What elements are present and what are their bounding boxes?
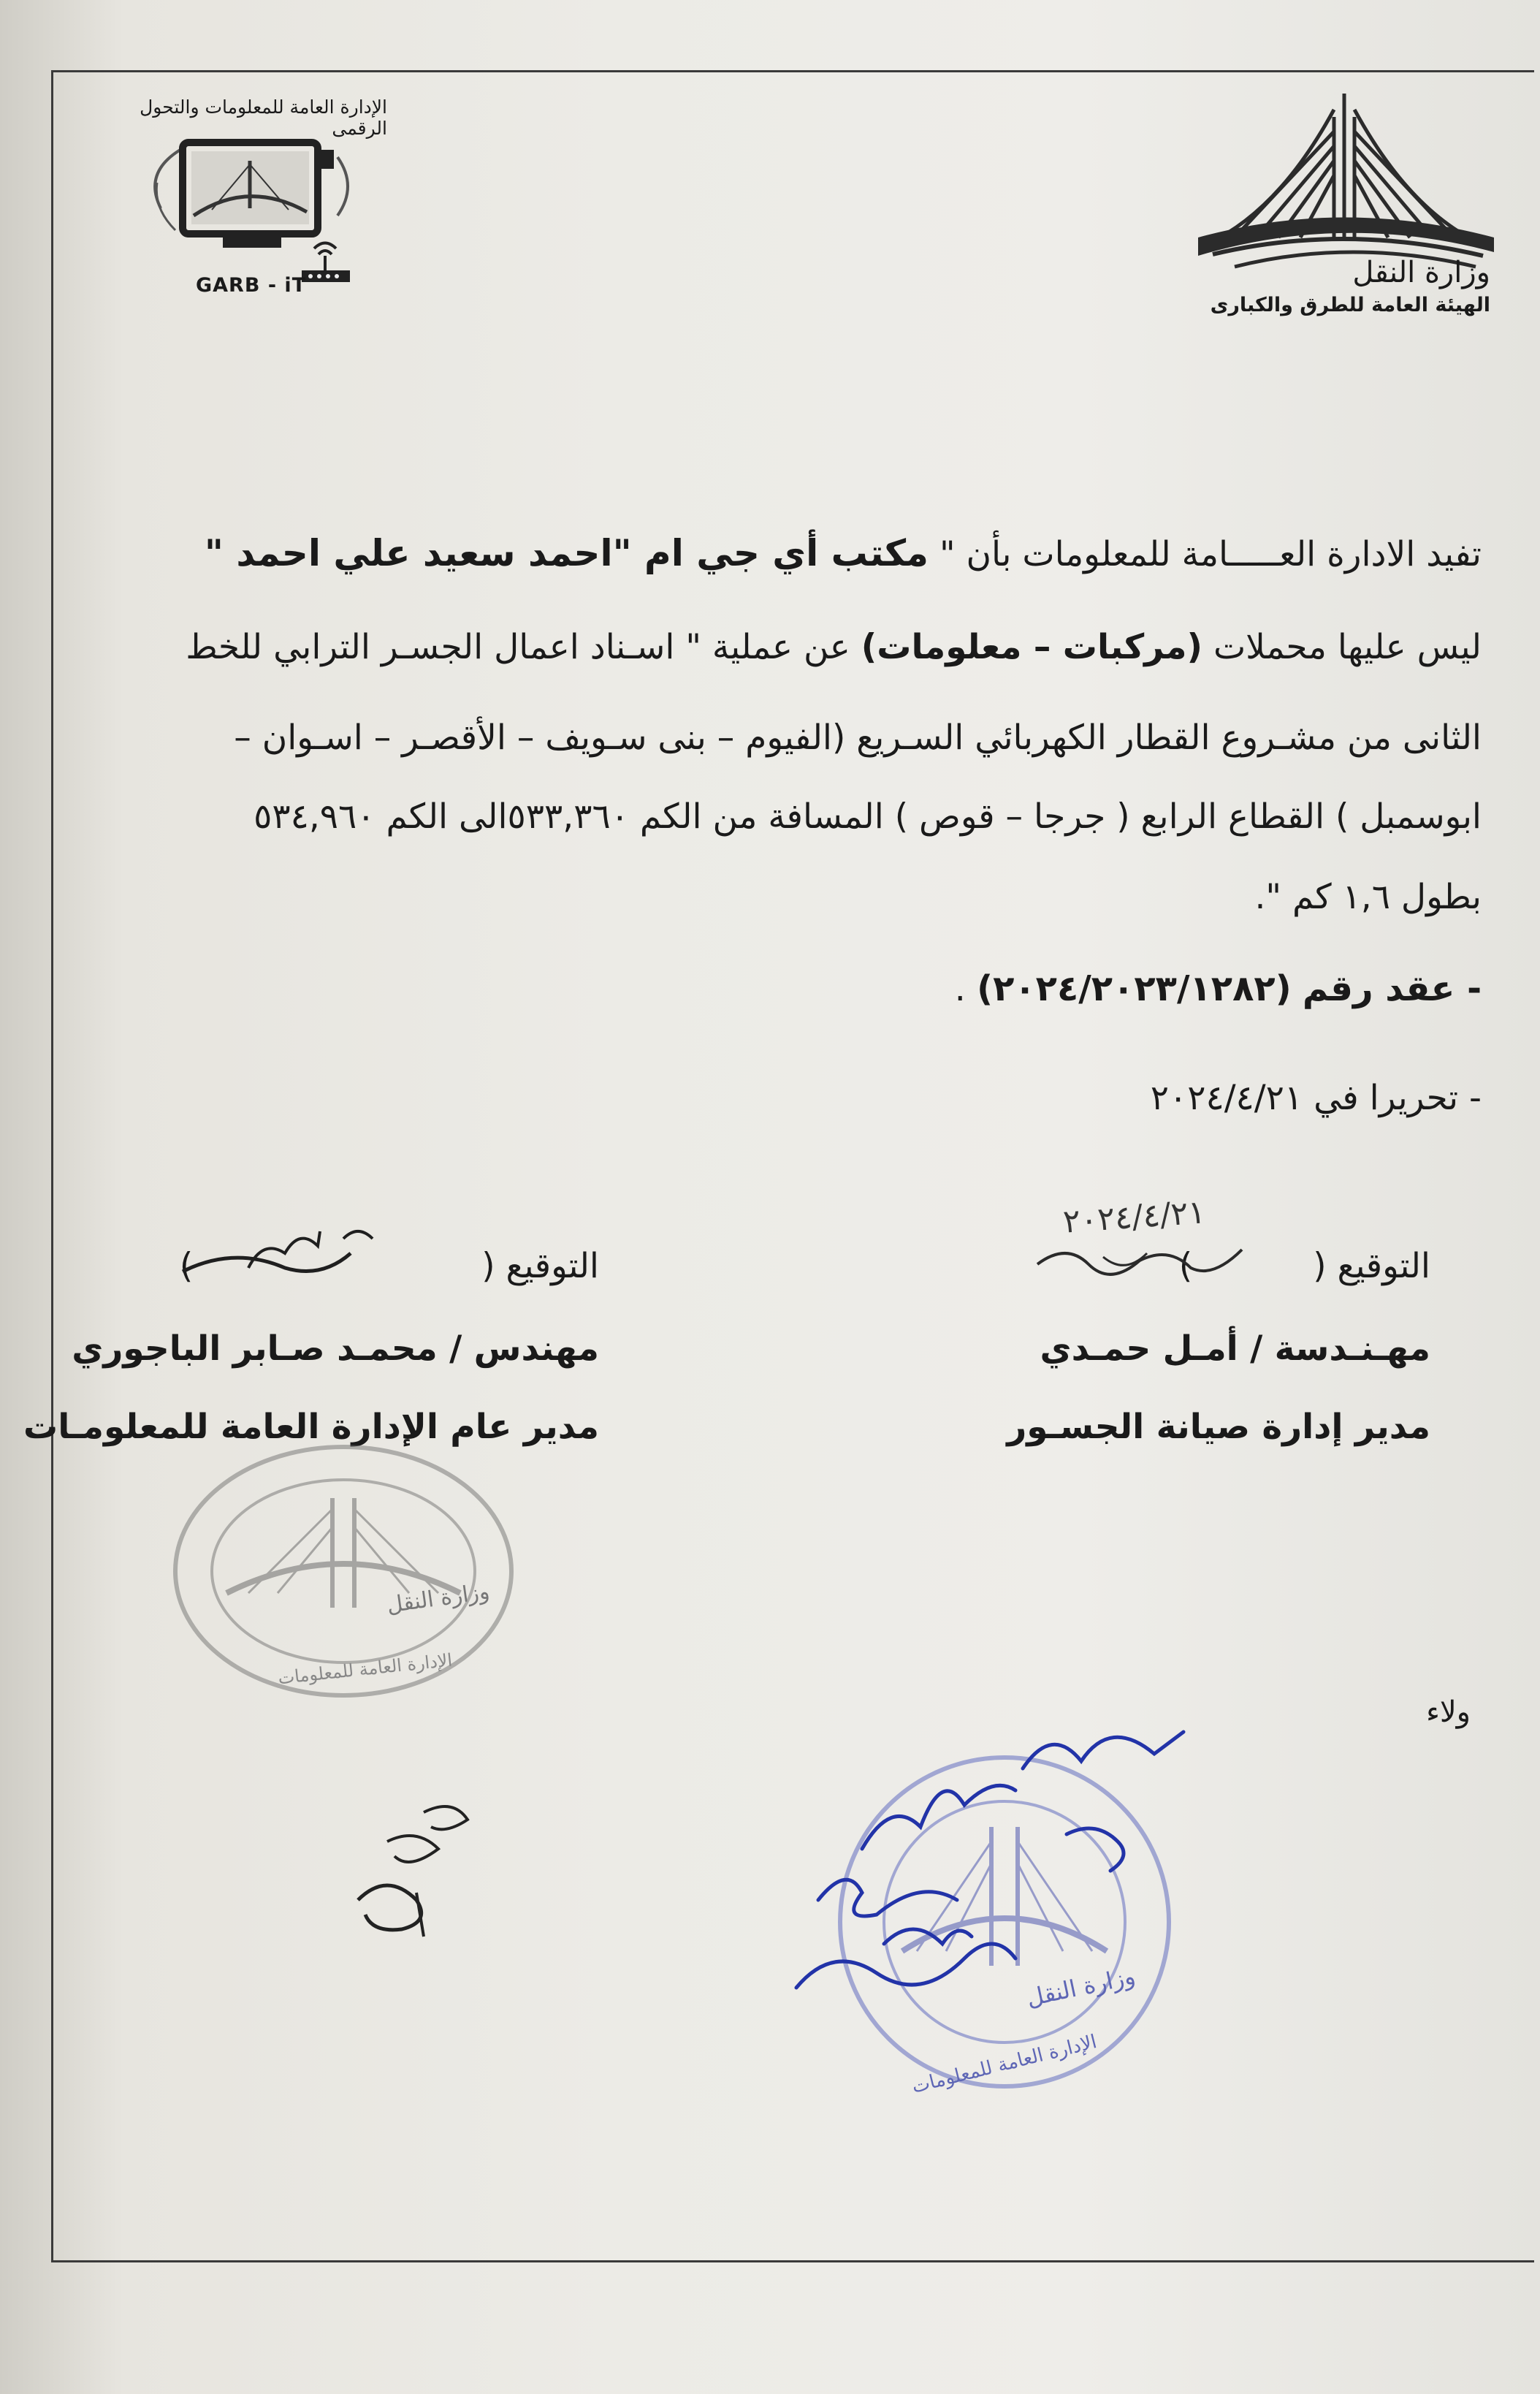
garb-it-brand: GARB - iT bbox=[196, 274, 307, 297]
left-signature bbox=[175, 1209, 394, 1297]
body-line-2-suffix: عن عملية " اسـناد اعمال الجسـر الترابي للخط bbox=[186, 627, 850, 667]
liabilities-type: (مركبات – معلومات) bbox=[861, 627, 1202, 667]
body-line-2-prefix: ليس عليها محملات bbox=[1213, 627, 1482, 667]
it-department-caption: الإدارة العامة للمعلومات والتحول الرقمى bbox=[140, 96, 387, 139]
right-signatory-title: مدير إدارة صيانة الجسـور bbox=[1007, 1407, 1430, 1447]
walaa-note: ولاء bbox=[1426, 1695, 1471, 1729]
right-signatory-name: مهـنـدسة / أمـل حمـدي bbox=[1040, 1329, 1430, 1369]
body-line-4: ابوسمبل ) القطاع الرابع ( جرجا – قوص ) المسافة من الكم ٥٣٣,٣٦٠الى الكم ٥٣٤,٩٦٠ bbox=[254, 797, 1482, 837]
left-signatory-title: مدير عام الإدارة العامة للمعلومـات bbox=[23, 1407, 599, 1447]
handwritten-date: ٢٠٢٤/٤/٢١ bbox=[1061, 1193, 1207, 1241]
contract-line bbox=[955, 968, 1482, 1009]
ministry-logo bbox=[1191, 88, 1498, 329]
official-stamp-gray bbox=[168, 1440, 519, 1703]
body-line-1-prefix: تفيد الادارة العـــــامة للمعلومات بأن " bbox=[939, 534, 1482, 574]
contract-suffix: . bbox=[954, 968, 966, 1009]
company-name: مكتب أي جي ام "احمد سعيد علي احمد " bbox=[204, 532, 929, 574]
contract-number: (٢٠٢٤/٢٠٢٣/١٢٨٢) bbox=[977, 968, 1292, 1009]
body-line-3: الثانى من مشـروع القطار الكهربائي السـريع (الفيوم – بنى سـويف – الأقصـر – اسـوان – bbox=[234, 718, 1482, 758]
bridge-icon bbox=[1191, 88, 1498, 270]
stamp-blue-ministry: وزارة النقل bbox=[1024, 1961, 1138, 2013]
left-signatory-name: مهندس / محمـد صـابر الباجوري bbox=[72, 1329, 599, 1369]
stamp-gray-ministry: وزارة النقل bbox=[384, 1578, 491, 1619]
left-handwritten-note bbox=[343, 1790, 489, 1944]
ministry-name: وزارة النقل bbox=[1352, 256, 1490, 289]
right-signature-close: ) bbox=[1178, 1246, 1193, 1286]
body-line-2 bbox=[186, 627, 1482, 667]
stamp-blue-ring: الإدارة العامة للمعلومات bbox=[910, 2031, 1099, 2098]
left-signature-label: التوقيع ( bbox=[481, 1246, 599, 1286]
left-signature-close: ) bbox=[179, 1246, 194, 1286]
blue-handwritten-signature bbox=[774, 1681, 1213, 2046]
stamp-gray-ring: الإدارة العامة للمعلومات bbox=[277, 1649, 454, 1689]
authority-name: الهيئة العامة للطرق والكبارى bbox=[1210, 294, 1490, 316]
right-signature-label: التوقيع ( bbox=[1313, 1246, 1430, 1286]
garb-it-logo bbox=[110, 88, 387, 307]
issue-date: - تحريرا في ٢٠٢٤/٤/٢١ bbox=[1150, 1078, 1482, 1118]
body-line-1 bbox=[205, 532, 1482, 574]
body-line-5: بطول ١,٦ كم ". bbox=[1254, 877, 1482, 917]
contract-label: - عقد رقم bbox=[1302, 968, 1482, 1009]
right-signature bbox=[1023, 1220, 1264, 1301]
